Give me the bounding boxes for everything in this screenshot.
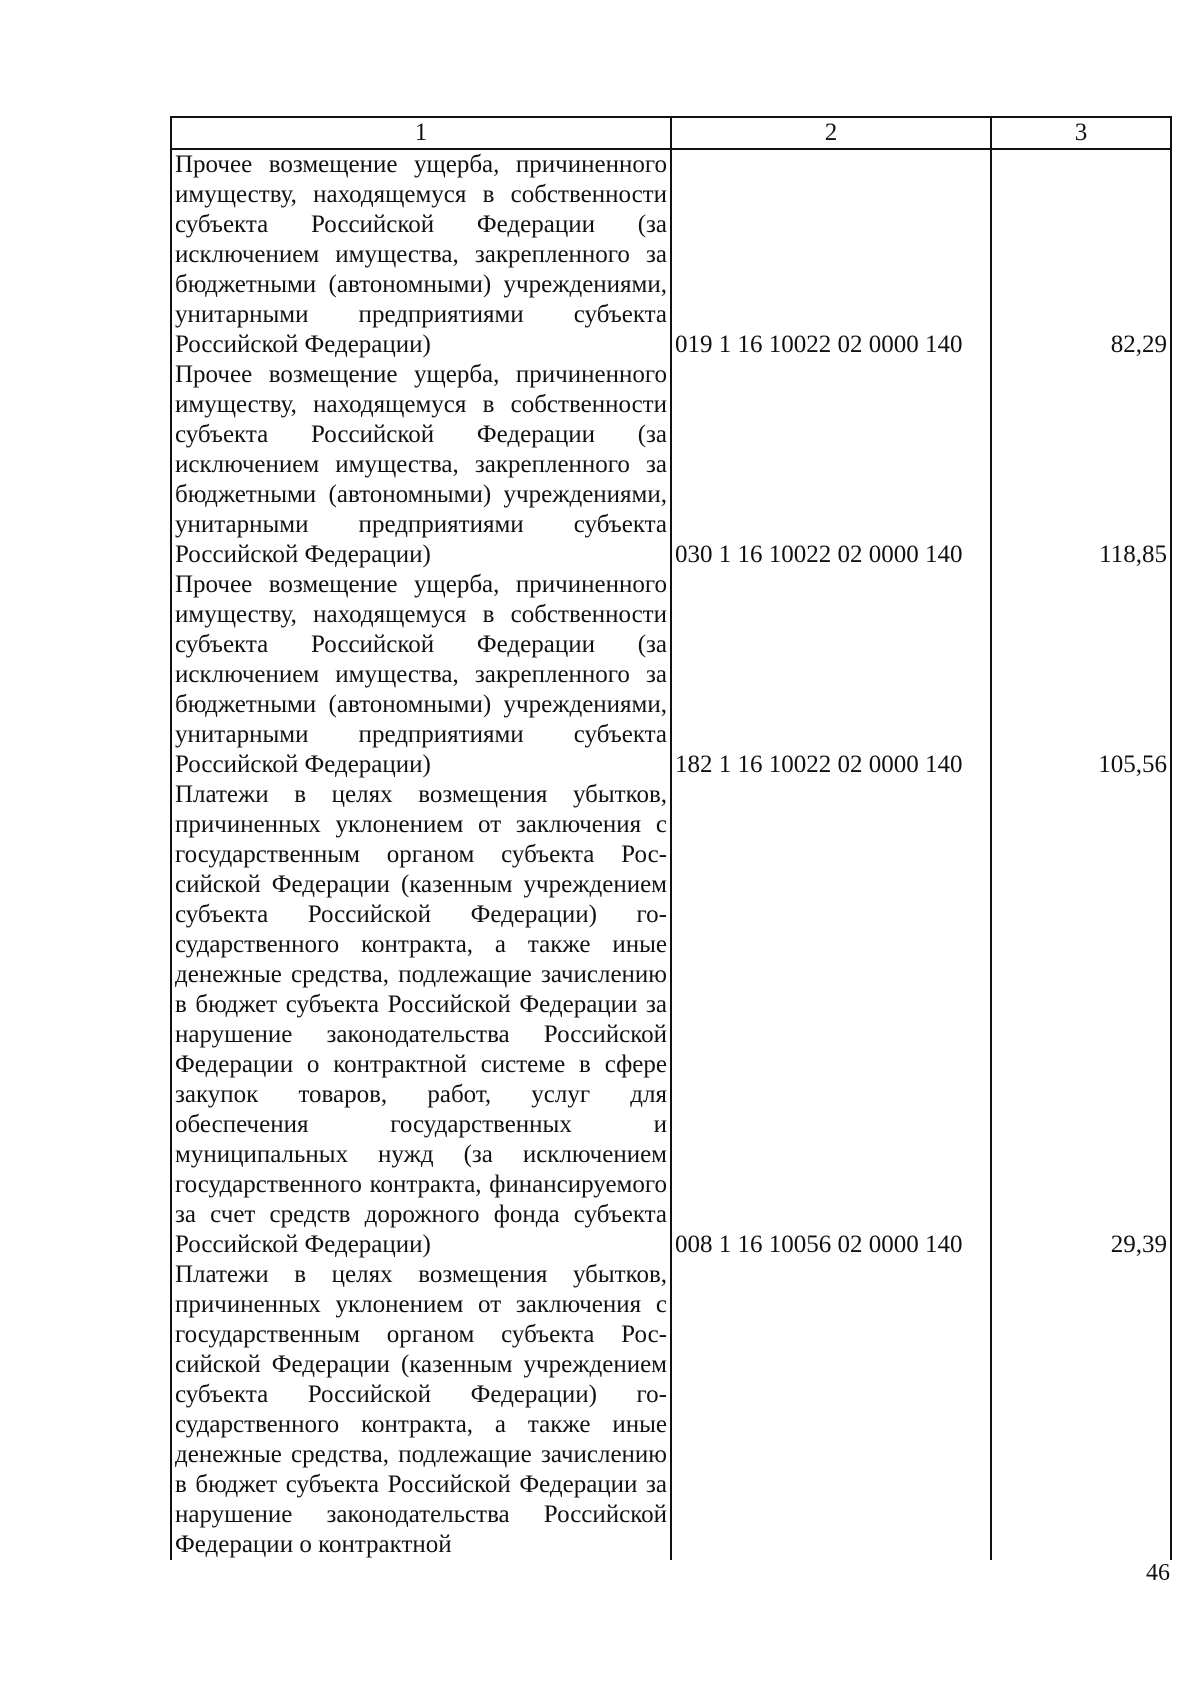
table-row <box>171 149 1171 360</box>
column-header-1: 1 <box>171 117 671 149</box>
table-row <box>171 360 1171 570</box>
row-description: Платежи в целях возмещения убытков, причиненных уклонением от заключения с государственным органом субъекта Российской Федерации (казенным учреждением субъекта Российской Федерации) государственного контракта, а также иные денежные средства, подлежащие зачислению в бюджет субъекта Российской Федерации за нарушение законодательства Российской Федерации о контрактной <box>171 1260 671 1560</box>
row-code: 019 1 16 10022 02 0000 140 <box>671 149 991 360</box>
row-description: Прочее возмещение ущерба, причиненного имуществу, находящемуся в собственности субъекта Российской Федерации (за исключением имущества, закрепленного за бюджетными (автономными) учреждениями, унитарными предприятиями субъекта Российской Федерации) <box>171 360 671 570</box>
row-amount: 82,29 <box>991 149 1171 360</box>
table-row <box>171 570 1171 780</box>
row-code <box>671 1260 991 1560</box>
column-header-3: 3 <box>991 117 1171 149</box>
row-amount: 105,56 <box>991 570 1171 780</box>
table-row <box>171 780 1171 1260</box>
row-amount: 118,85 <box>991 360 1171 570</box>
row-amount: 29,39 <box>991 780 1171 1260</box>
row-amount <box>991 1260 1171 1560</box>
row-description: Прочее возмещение ущерба, причиненного имуществу, находящемуся в собственности субъекта Российской Федерации (за исключением имущества, закрепленного за бюджетными (автономными) учреждениями, унитарными предприятиями субъекта Российской Федерации) <box>171 570 671 780</box>
page-number: 46 <box>1146 1560 1170 1586</box>
table-row <box>171 1260 1171 1560</box>
row-code: 008 1 16 10056 02 0000 140 <box>671 780 991 1260</box>
row-code: 030 1 16 10022 02 0000 140 <box>671 360 991 570</box>
revenue-table <box>170 116 1172 1560</box>
row-code: 182 1 16 10022 02 0000 140 <box>671 570 991 780</box>
row-description: Прочее возмещение ущерба, причиненного имуществу, находящемуся в собственности субъекта Российской Федерации (за исключением имущества, закрепленного за бюджетными (автономными) учреждениями, унитарными предприятиями субъекта Российской Федерации) <box>171 149 671 360</box>
column-header-2: 2 <box>671 117 991 149</box>
header-row <box>171 117 1171 149</box>
row-description: Платежи в целях возмещения убытков, причиненных уклонением от заключения с государственным органом субъекта Российской Федерации (казенным учреждением субъекта Российской Федерации) государственного контракта, а также иные денежные средства, подлежащие зачислению в бюджет субъекта Российской Федерации за нарушение законодательства Российской Федерации о контрактной системе в сфере закупок товаров, работ, услуг для обеспечения государственных и муниципальных нужд (за исключением государственного контракта, финансируемого за счет средств дорожного фонда субъекта Российской Федерации) <box>171 780 671 1260</box>
